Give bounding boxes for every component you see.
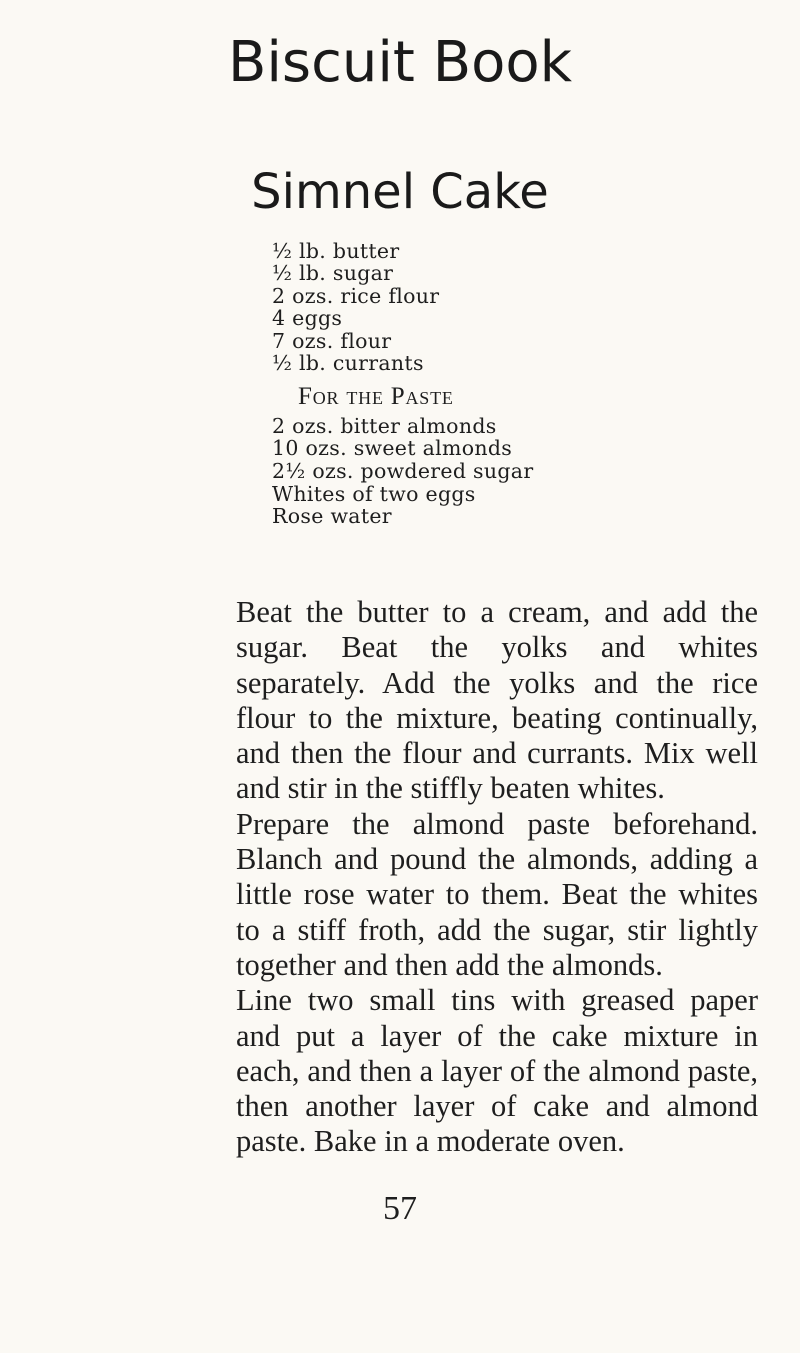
paste-ingredient-item: Whites of two eggs (272, 481, 476, 506)
method-text (236, 595, 758, 1160)
page-number: 57 (383, 1190, 417, 1227)
ingredients-list (272, 240, 533, 528)
paste-ingredient-item: 2½ ozs. powdered sugar (272, 459, 534, 484)
method-paragraph: Line two small tins with greased paper and put a layer of the cake mixture in each, and then a layer of the almond paste, then another layer of cake and almond paste. Bake in a moderate oven. (236, 983, 758, 1159)
paste-section-heading: For the Paste (298, 383, 454, 411)
method-paragraph: Beat the butter to a cream, and add the sugar. Beat the yolks and whites separately. Add the yolks and the rice flour to the mixture, beating continually, and then the flour and currants. Mix well and stir in the stiffly beaten whites. (236, 595, 758, 806)
recipe-title: Simnel Cake (251, 164, 549, 220)
ingredient-item: 4 eggs (272, 306, 343, 331)
ingredient-item: 7 ozs. flour (272, 328, 392, 353)
ingredient-item: ½ lb. sugar (272, 261, 394, 286)
paste-ingredient-item: 2 ozs. bitter almonds (272, 413, 497, 438)
book-title: Biscuit Book (227, 30, 573, 95)
ingredient-item: ½ lb. currants (272, 351, 424, 376)
ingredient-item: 2 ozs. rice flour (272, 283, 440, 308)
paste-ingredient-item: Rose water (272, 504, 392, 529)
method-paragraph: Prepare the almond paste beforehand. Blanch and pound the almonds, adding a little rose water to them. Beat the whites to a stiff froth, add the sugar, stir lightly together and then add the almonds. (236, 806, 758, 982)
paste-ingredients-list (272, 415, 533, 528)
ingredient-item: ½ lb. butter (272, 239, 400, 263)
paste-ingredient-item: 10 ozs. sweet almonds (272, 436, 513, 461)
